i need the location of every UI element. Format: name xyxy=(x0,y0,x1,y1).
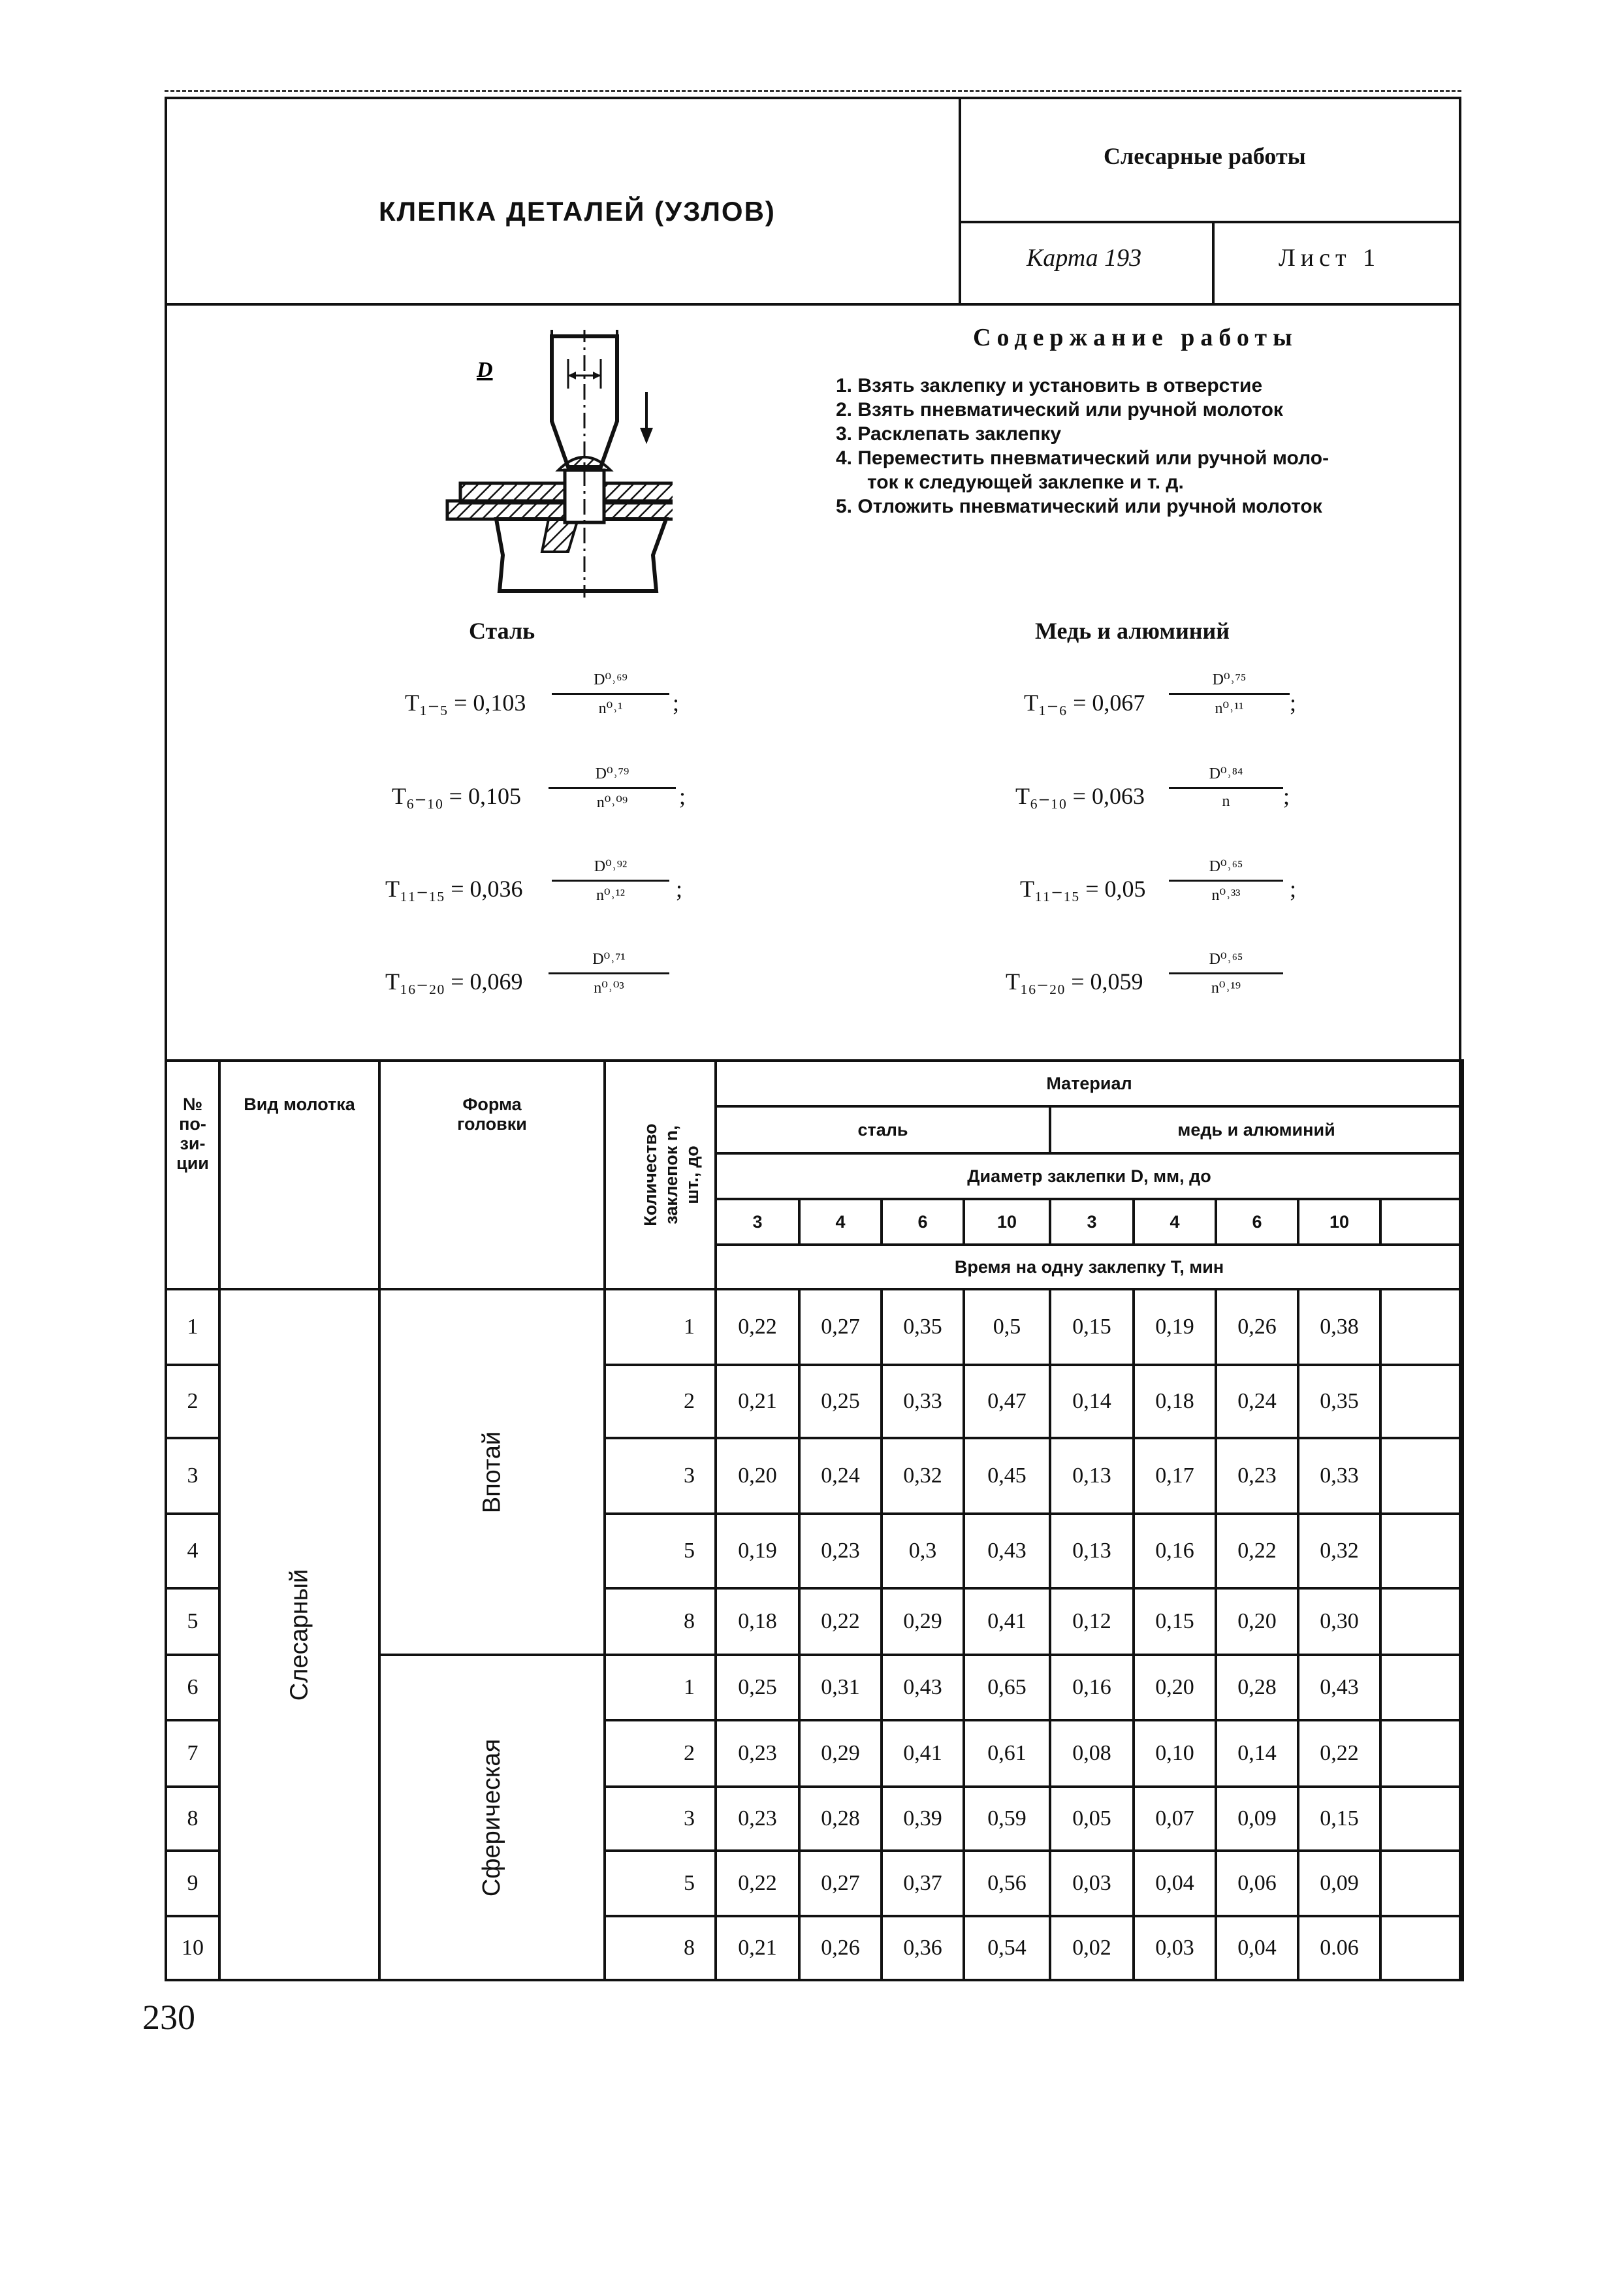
time-value-cell: 0,14 xyxy=(1216,1720,1298,1787)
empty-cell xyxy=(1380,1365,1463,1438)
formula-denominator: n⁰˒¹ xyxy=(598,700,623,717)
position-cell: 8 xyxy=(166,1787,219,1851)
time-value-cell: 0,17 xyxy=(1134,1438,1216,1514)
time-value-cell: 0,41 xyxy=(882,1720,964,1787)
head-form-cell xyxy=(379,1289,605,1655)
formula-numerator: D⁰˒⁸⁴ xyxy=(1169,764,1283,789)
position-cell: 10 xyxy=(166,1916,219,1980)
time-value-cell: 0,26 xyxy=(1216,1289,1298,1365)
time-value-cell: 0,23 xyxy=(799,1514,882,1588)
formula-numerator: D⁰˒⁹² xyxy=(552,857,669,882)
formula-numerator: D⁰˒⁶⁹ xyxy=(552,670,669,695)
time-value-cell: 0,3 xyxy=(882,1514,964,1588)
hammer-type-cell xyxy=(219,1289,379,1980)
time-value-cell: 0,14 xyxy=(1050,1365,1134,1438)
head-form-label: Сферическая xyxy=(478,1738,505,1896)
diameter-value: 4 xyxy=(1134,1199,1216,1245)
content-heading: Содержание работы xyxy=(973,324,1298,351)
time-value-cell: 0,33 xyxy=(882,1365,964,1438)
time-value-cell: 0,56 xyxy=(964,1851,1050,1916)
diameter-value: 10 xyxy=(1298,1199,1380,1245)
time-value-cell: 0,37 xyxy=(882,1851,964,1916)
steel-title: Сталь xyxy=(469,618,535,644)
time-value-cell: 0,35 xyxy=(1298,1365,1380,1438)
top-dashed-rule xyxy=(165,90,1461,92)
head-form-label: Впотай xyxy=(478,1431,505,1513)
time-value-cell: 0,09 xyxy=(1298,1851,1380,1916)
position-cell: 5 xyxy=(166,1588,219,1655)
time-value-cell: 0,20 xyxy=(1134,1655,1216,1720)
list-item: 4. Переместить пневматический или ручной моло- xyxy=(836,447,1329,469)
count-cell: 1 xyxy=(605,1655,716,1720)
time-value-cell: 0,33 xyxy=(1298,1438,1380,1514)
time-value-cell: 0,24 xyxy=(1216,1365,1298,1438)
empty-cell xyxy=(1380,1438,1463,1514)
time-value-cell: 0,08 xyxy=(1050,1720,1134,1787)
col-head-header: Форма головки xyxy=(379,1061,605,1289)
diameter-value: 3 xyxy=(1050,1199,1134,1245)
time-value-cell: 0,43 xyxy=(1298,1655,1380,1720)
empty-cell xyxy=(1380,1655,1463,1720)
position-cell: 3 xyxy=(166,1438,219,1514)
time-value-cell: 0,19 xyxy=(716,1514,799,1588)
time-value-cell: 0,12 xyxy=(1050,1588,1134,1655)
count-cell: 5 xyxy=(605,1851,716,1916)
col-pos-header: № по- зи- ции xyxy=(166,1061,219,1289)
time-value-cell: 0,25 xyxy=(799,1365,882,1438)
steel-header: сталь xyxy=(716,1106,1050,1153)
time-value-cell: 0,29 xyxy=(799,1720,882,1787)
formula-numerator: D⁰˒⁷⁵ xyxy=(1169,670,1290,695)
formula-denominator: n⁰˒¹¹ xyxy=(1215,700,1244,717)
time-value-cell: 0,25 xyxy=(716,1655,799,1720)
count-cell: 8 xyxy=(605,1588,716,1655)
hammer-type-label: Слесарный xyxy=(285,1569,313,1701)
time-value-cell: 0,23 xyxy=(716,1720,799,1787)
position-cell: 9 xyxy=(166,1851,219,1916)
formula-numerator: D⁰˒⁶⁵ xyxy=(1169,950,1283,974)
header-divider-h xyxy=(959,221,1461,223)
time-value-cell: 0,41 xyxy=(964,1588,1050,1655)
time-value-cell: 0,32 xyxy=(882,1438,964,1514)
time-value-cell: 0,16 xyxy=(1050,1655,1134,1720)
page-number: 230 xyxy=(142,1998,195,2037)
count-cell: 3 xyxy=(605,1438,716,1514)
time-value-cell: 0,5 xyxy=(964,1289,1050,1365)
time-value-cell: 0,02 xyxy=(1050,1916,1134,1980)
formula-numerator: D⁰˒⁷⁹ xyxy=(549,764,676,789)
time-value-cell: 0,22 xyxy=(716,1851,799,1916)
list-item: 3. Расклепать заклепку xyxy=(836,423,1062,445)
time-value-cell: 0,39 xyxy=(882,1787,964,1851)
diameter-label: D xyxy=(477,358,493,382)
time-value-cell: 0,13 xyxy=(1050,1438,1134,1514)
time-value-cell: 0,23 xyxy=(1216,1438,1298,1514)
formula-numerator: D⁰˒⁷¹ xyxy=(549,950,669,974)
formula-denominator: n⁰˒⁰³ xyxy=(594,980,624,997)
count-cell: 2 xyxy=(605,1720,716,1787)
copper-header: медь и алюминий xyxy=(1050,1106,1463,1153)
time-value-cell: 0,29 xyxy=(882,1588,964,1655)
count-cell: 5 xyxy=(605,1514,716,1588)
time-value-cell: 0,16 xyxy=(1134,1514,1216,1588)
empty-cell xyxy=(1380,1787,1463,1851)
time-value-cell: 0,38 xyxy=(1298,1289,1380,1365)
header-bottom xyxy=(165,303,1461,306)
time-value-cell: 0,04 xyxy=(1216,1916,1298,1980)
time-value-cell: 0,27 xyxy=(799,1289,882,1365)
time-value-cell: 0,18 xyxy=(1134,1365,1216,1438)
lower-die xyxy=(496,519,666,591)
position-cell: 2 xyxy=(166,1365,219,1438)
formula-denominator: n⁰˒¹⁹ xyxy=(1211,980,1241,997)
empty-cell xyxy=(1380,1851,1463,1916)
col-count-header: Количество заклепок n, шт., до xyxy=(605,1061,716,1289)
time-value-cell: 0,47 xyxy=(964,1365,1050,1438)
time-value-cell: 0,45 xyxy=(964,1438,1050,1514)
time-value-cell: 0,03 xyxy=(1134,1916,1216,1980)
position-cell: 4 xyxy=(166,1514,219,1588)
time-value-cell: 0,15 xyxy=(1050,1289,1134,1365)
card-number: Карта 193 xyxy=(1027,244,1142,272)
diameter-value: 6 xyxy=(882,1199,964,1245)
position-cell: 1 xyxy=(166,1289,219,1365)
time-value-cell: 0,22 xyxy=(1216,1514,1298,1588)
header-divider-v xyxy=(959,97,961,306)
time-value-cell: 0,20 xyxy=(1216,1588,1298,1655)
time-value-cell: 0,20 xyxy=(716,1438,799,1514)
list-item: 5. Отложить пневматический или ручной молоток xyxy=(836,496,1322,517)
section-title: Слесарные работы xyxy=(1104,143,1306,169)
formula-denominator: n xyxy=(1222,793,1230,810)
diameter-header: Диаметр заклепки D, мм, до xyxy=(716,1153,1463,1199)
empty-cell xyxy=(1380,1916,1463,1980)
time-value-cell: 0,04 xyxy=(1134,1851,1216,1916)
time-value-cell: 0,10 xyxy=(1134,1720,1216,1787)
list-item: ток к следующей заклепке и т. д. xyxy=(867,472,1184,493)
time-value-cell: 0,36 xyxy=(882,1916,964,1980)
time-value-cell: 0,22 xyxy=(1298,1720,1380,1787)
time-value-cell: 0,13 xyxy=(1050,1514,1134,1588)
time-value-cell: 0,35 xyxy=(882,1289,964,1365)
time-value-cell: 0,32 xyxy=(1298,1514,1380,1588)
empty-cell xyxy=(1380,1514,1463,1588)
header-divider-v2 xyxy=(1212,221,1215,306)
page-title: КЛЕПКА ДЕТАЛЕЙ (УЗЛОВ) xyxy=(379,196,776,227)
empty-cell xyxy=(1380,1720,1463,1787)
time-value-cell: 0,21 xyxy=(716,1916,799,1980)
time-value-cell: 0,54 xyxy=(964,1916,1050,1980)
time-value-cell: 0,15 xyxy=(1134,1588,1216,1655)
time-norm-table xyxy=(165,1059,1464,1981)
formula-denominator: n⁰˒¹² xyxy=(596,887,625,904)
time-value-cell: 0,30 xyxy=(1298,1588,1380,1655)
time-value-cell: 0,28 xyxy=(1216,1655,1298,1720)
time-value-cell: 0,22 xyxy=(716,1289,799,1365)
formula-denominator: n⁰˒³³ xyxy=(1211,887,1241,904)
position-cell: 6 xyxy=(166,1655,219,1720)
diameter-value: 10 xyxy=(964,1199,1050,1245)
time-value-cell: 0,26 xyxy=(799,1916,882,1980)
time-value-cell: 0,31 xyxy=(799,1655,882,1720)
time-value-cell: 0,19 xyxy=(1134,1289,1216,1365)
diameter-value: 3 xyxy=(716,1199,799,1245)
position-cell: 7 xyxy=(166,1720,219,1787)
time-value-cell: 0,43 xyxy=(964,1514,1050,1588)
empty-cell xyxy=(1380,1289,1463,1365)
time-value-cell: 0,43 xyxy=(882,1655,964,1720)
diameter-value: 6 xyxy=(1216,1199,1298,1245)
table-row xyxy=(166,1289,1463,1365)
count-cell: 2 xyxy=(605,1365,716,1438)
count-cell: 8 xyxy=(605,1916,716,1980)
time-value-cell: 0,06 xyxy=(1216,1851,1298,1916)
time-value-cell: 0,22 xyxy=(799,1588,882,1655)
rivet-drawing xyxy=(438,330,673,604)
list-item: 1. Взять заклепку и установить в отверстие xyxy=(836,375,1263,396)
time-value-cell: 0,03 xyxy=(1050,1851,1134,1916)
time-value-cell: 0,15 xyxy=(1298,1787,1380,1851)
formula-numerator: D⁰˒⁶⁵ xyxy=(1169,857,1283,882)
sheet-number: Лист 1 xyxy=(1279,244,1381,272)
col-hammer-header: Вид молотка xyxy=(219,1061,379,1289)
formula-denominator: n⁰˒⁰⁹ xyxy=(596,794,628,811)
time-value-cell: 0,28 xyxy=(799,1787,882,1851)
time-value-cell: 0,07 xyxy=(1134,1787,1216,1851)
copper-title: Медь и алюминий xyxy=(1035,618,1230,644)
time-value-cell: 0,59 xyxy=(964,1787,1050,1851)
time-value-cell: 0,27 xyxy=(799,1851,882,1916)
time-value-cell: 0,05 xyxy=(1050,1787,1134,1851)
head-form-cell xyxy=(379,1655,605,1980)
time-value-cell: 0,61 xyxy=(964,1720,1050,1787)
time-value-cell: 0,24 xyxy=(799,1438,882,1514)
list-item: 2. Взять пневматический или ручной молоток xyxy=(836,399,1283,421)
time-value-cell: 0,23 xyxy=(716,1787,799,1851)
time-value-cell: 0,21 xyxy=(716,1365,799,1438)
empty-cell xyxy=(1380,1588,1463,1655)
content-list xyxy=(836,374,1329,519)
time-header: Время на одну заклепку T, мин xyxy=(716,1245,1463,1289)
material-header: Материал xyxy=(716,1061,1463,1106)
count-cell: 3 xyxy=(605,1787,716,1851)
time-value-cell: 0,65 xyxy=(964,1655,1050,1720)
count-cell: 1 xyxy=(605,1289,716,1365)
time-value-cell: 0.06 xyxy=(1298,1916,1380,1980)
time-value-cell: 0,09 xyxy=(1216,1787,1298,1851)
time-value-cell: 0,18 xyxy=(716,1588,799,1655)
diameter-value: 4 xyxy=(799,1199,882,1245)
